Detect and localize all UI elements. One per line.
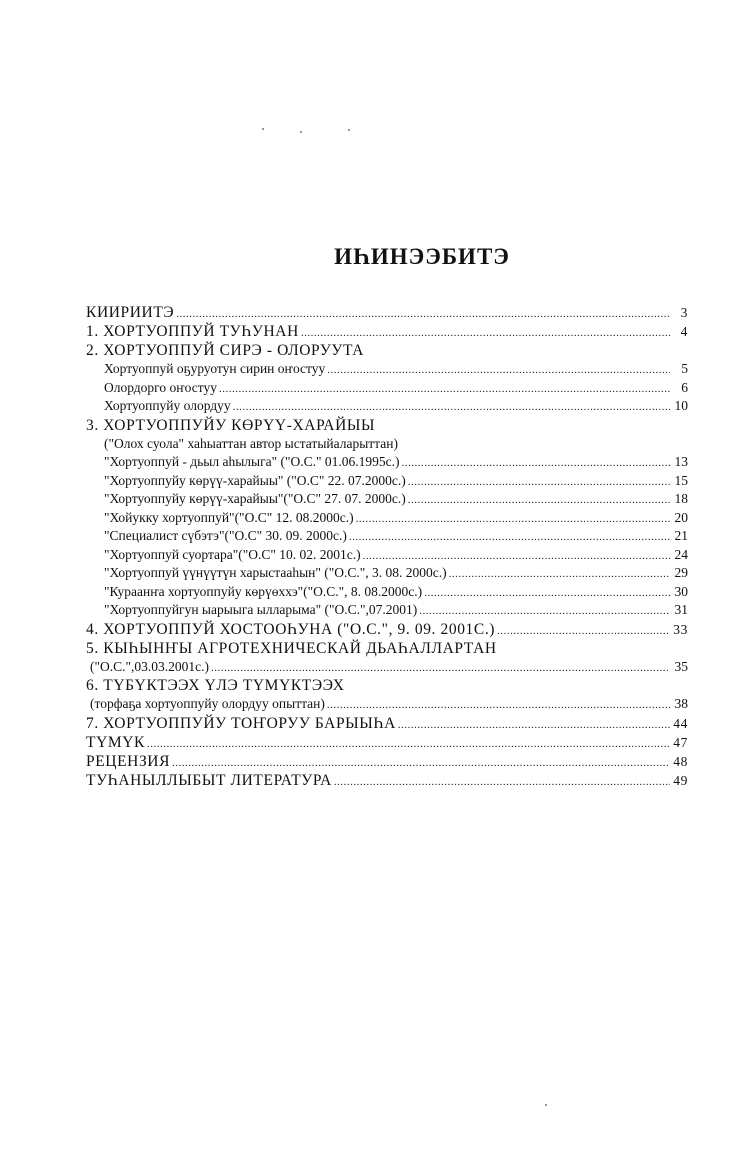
toc-page-number: 44 — [673, 715, 688, 731]
dot-leader — [327, 699, 670, 711]
toc-entry-text: "Хортуоппуй үүнүүтүн харыстааһын" ("О.С.", 3. 08. 2000с.) — [104, 565, 447, 580]
table-of-contents — [86, 304, 688, 791]
toc-entry-text: Хортуоппуй оҕуруотун сирин оҥостуу — [104, 361, 326, 376]
dot-leader — [408, 494, 670, 506]
toc-entry-text: "Специалист сүбэтэ"("О.С" 30. 09. 2000с.) — [104, 528, 347, 543]
toc-note — [86, 436, 688, 455]
dot-leader — [449, 568, 670, 580]
dot-leader — [408, 476, 670, 488]
toc-page-number: 13 — [674, 454, 688, 469]
toc-entry-text: "Хойукку хортуоппуй"("О.С" 12. 08.2000с.) — [104, 509, 354, 525]
toc-entry-text: 6. ТҮБҮКТЭЭХ ҮЛЭ ТҮМҮКТЭЭХ — [86, 677, 345, 694]
toc-entry-text: 7. ХОРТУОППУЙУ ТОҤОРУУ БАРЫЫҺА — [86, 714, 396, 732]
dot-leader — [497, 625, 670, 637]
toc-entry — [86, 398, 688, 417]
toc-section-heading — [86, 342, 688, 361]
toc-section-heading — [86, 677, 688, 696]
scan-speck — [348, 129, 350, 131]
toc-entry — [86, 621, 688, 640]
toc-entry-text: "Хортуоппуйу көрүү-харайыы"("О.С" 27. 07. 2000с.) — [104, 491, 406, 506]
toc-entry-text: "Кураанҥа хортуоппуйу көрүөххэ"("О.С.", 8. 08.2000с.) — [104, 583, 423, 599]
toc-entry-text: ТУҺАНЫЛЛЫБЫТ ЛИТЕРАТУРА — [86, 771, 332, 789]
toc-entry-text: Олордорго оҥостуу — [104, 379, 217, 395]
toc-page-number: 31 — [674, 602, 688, 617]
dot-leader — [356, 513, 670, 525]
dot-leader — [398, 719, 670, 731]
toc-entry-text: 1. ХОРТУОППУЙ ТУҺУНАН — [86, 323, 299, 340]
scan-speck — [262, 128, 264, 130]
toc-entry-text: 5. КЫҺЫНҤЫ АГРОТЕХНИЧЕСКАЙ ДЬАҺАЛЛАРТАН — [86, 639, 497, 657]
dot-leader — [424, 587, 670, 599]
toc-entry — [86, 361, 688, 380]
toc-entry-text: 3. ХОРТУОППУЙУ КӨРҮҮ-ХАРАЙЫЫ — [86, 416, 376, 434]
toc-entry — [86, 696, 688, 715]
toc-entry-text: ТҮМҮК — [86, 733, 145, 751]
toc-entry — [86, 753, 688, 772]
toc-page-number: 15 — [674, 472, 688, 488]
toc-entry-text: РЕЦЕНЗИЯ — [86, 752, 171, 770]
toc-page-number: 49 — [673, 772, 688, 788]
toc-entry-text: 4. ХОРТУОППУЙ ХОСТООҺУНА ("О.С.", 9. 09. 2001С.) — [86, 620, 496, 638]
toc-entry-text: "Хортуоппуйгун ыарыыга ылларыма" ("О.С.",07.2001) — [104, 602, 418, 617]
scan-speck — [545, 1104, 547, 1106]
toc-entry — [86, 734, 688, 753]
toc-page-number: 6 — [681, 379, 688, 395]
toc-page-number: 4 — [680, 324, 688, 339]
scan-speck — [300, 131, 302, 133]
toc-entry-text: КИИРИИТЭ — [86, 304, 175, 321]
toc-page-number: 20 — [674, 509, 688, 525]
dot-leader — [334, 776, 670, 788]
toc-entry-text: "Хортуоппуй - дьыл аһылыга" ("О.С." 01.06.1995с.) — [104, 454, 400, 469]
toc-entry — [86, 584, 688, 603]
toc-entry-text: Хортуоппуйу олордуу — [104, 398, 231, 413]
toc-page-number: 38 — [674, 696, 688, 711]
toc-entry-text: ("О.С.",03.03.2001с.) — [90, 658, 210, 674]
toc-entry — [86, 304, 688, 323]
toc-entry-text: 2. ХОРТУОППУЙ СИРЭ - ОЛОРУУТА — [86, 342, 365, 359]
dot-leader — [233, 401, 670, 413]
dot-leader — [363, 550, 670, 562]
dot-leader — [349, 531, 670, 543]
dot-leader — [402, 457, 670, 469]
toc-entry-text: "Хортуоппуйу көрүү-харайыы" ("О.С" 22. 07.2000с.) — [104, 472, 406, 488]
toc-entry — [86, 473, 688, 492]
toc-entry — [86, 491, 688, 510]
toc-entry — [86, 565, 688, 584]
dot-leader — [176, 308, 670, 320]
toc-page-number: 10 — [674, 398, 688, 413]
toc-page-number: 24 — [674, 546, 688, 562]
toc-page-number: 29 — [674, 565, 688, 580]
toc-section-heading — [86, 640, 688, 659]
toc-section-heading — [86, 417, 688, 436]
toc-page-number: 48 — [673, 753, 688, 769]
toc-page-number: 33 — [673, 621, 688, 637]
dot-leader — [211, 662, 670, 674]
toc-page-number: 35 — [674, 658, 688, 674]
toc-entry — [86, 715, 688, 734]
toc-entry-text: "Хортуоппуй суортара"("О.С" 10. 02. 2001с.) — [104, 546, 361, 562]
dot-leader — [327, 364, 670, 376]
toc-entry — [86, 510, 688, 529]
toc-page-number: 18 — [674, 491, 688, 506]
toc-entry — [86, 602, 688, 621]
dot-leader — [147, 738, 670, 750]
dot-leader — [419, 605, 670, 617]
toc-page-number: 3 — [680, 305, 688, 320]
page-title: ИҺИНЭЭБИТЭ — [334, 244, 510, 269]
toc-entry — [86, 659, 688, 678]
toc-entry-text: ("Олох суола" хаһыаттан автор ыстатыйаларыттан) — [104, 435, 398, 451]
dot-leader — [172, 757, 670, 769]
toc-page-number: 5 — [681, 361, 688, 376]
toc-page-number: 30 — [674, 583, 688, 599]
toc-entry — [86, 528, 688, 547]
dot-leader — [219, 383, 670, 395]
toc-entry — [86, 772, 688, 791]
toc-entry — [86, 323, 688, 342]
toc-page-number: 47 — [673, 734, 688, 750]
toc-entry — [86, 454, 688, 473]
toc-entry — [86, 380, 688, 399]
dot-leader — [301, 327, 670, 339]
toc-entry — [86, 547, 688, 566]
toc-page-number: 21 — [674, 528, 688, 543]
toc-entry-text: (торфаҕа хортуоппуйу олордуу опыттан) — [90, 696, 325, 711]
